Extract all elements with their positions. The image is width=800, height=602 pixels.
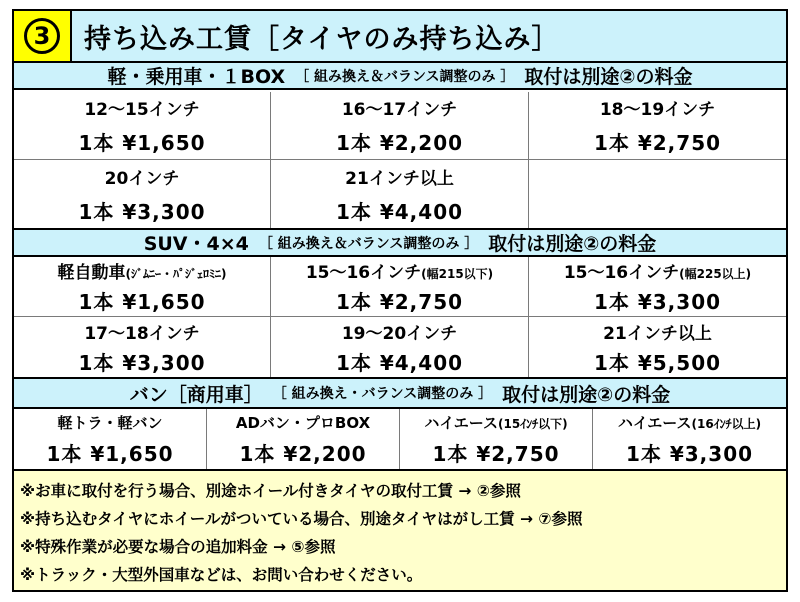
section-header-main: SUV・4×4 [143, 233, 249, 255]
price-table [12, 9, 788, 592]
price-cell [529, 257, 786, 317]
note-line: ※持ち込むタイヤにホイールがついている場合、別途タイヤはがし工賃 → ⑦参照 [20, 510, 583, 528]
price-cell [14, 317, 271, 377]
section-header-main: バン［商用車］ [129, 383, 263, 406]
note-line: ※トラック・大型外国車などは、お問い合わせください。 [20, 566, 423, 584]
price: 1本 ¥5,500 [593, 350, 722, 375]
tire-size: 12〜15インチ [84, 100, 200, 121]
price-cell [529, 317, 786, 377]
price: 1本 ¥3,300 [625, 441, 754, 466]
empty-cell [529, 160, 786, 228]
passenger-price-grid [14, 92, 786, 228]
price: 1本 ¥2,750 [432, 441, 560, 466]
title-row [14, 11, 786, 63]
section-header-sub: ［ 組み換え＆バランス調整のみ ］ [258, 235, 479, 252]
page-title: 持ち込み工賃［タイヤのみ持ち込み］ [72, 11, 786, 61]
van-price-grid [14, 409, 786, 469]
price-cell [14, 92, 271, 160]
price: 1本 ¥2,200 [239, 441, 367, 466]
section-header-main: 軽・乗用車・１BOX [107, 66, 286, 88]
note-line: ※お車に取付を行う場合、別途ホイール付きタイヤの取付工賃 → ②参照 [20, 482, 521, 500]
tire-size: 17〜18インチ [84, 323, 200, 344]
tire-size: 軽トラ・軽バン [57, 413, 163, 432]
price: 1本 ¥4,400 [335, 350, 464, 375]
price: 1本 ¥4,400 [335, 199, 464, 224]
price: 1本 ¥1,650 [46, 441, 174, 466]
price: 1本 ¥3,300 [593, 289, 722, 314]
section-header-sub: ［ 組み換え・バランス調整のみ ］ [272, 386, 493, 402]
tire-size: 18〜19インチ [599, 100, 716, 121]
tire-size: 15〜16インチ(幅215以下) [305, 263, 494, 284]
tire-size: ハイエース(16ｲﾝﾁ以上) [617, 413, 762, 432]
price: 1本 ¥2,750 [593, 130, 722, 155]
price-cell [14, 257, 271, 317]
price-cell [400, 409, 593, 469]
price-cell [207, 409, 400, 469]
section-header-passenger [14, 63, 786, 90]
suv-price-grid [14, 257, 786, 377]
tire-size: 19〜20インチ [341, 323, 458, 344]
section-header-sub: ［ 組み換え＆バランス調整のみ ］ [295, 68, 515, 85]
section-header-suv [14, 228, 786, 257]
section-header-van [14, 377, 786, 409]
price-cell [271, 160, 529, 228]
price: 1本 ¥2,200 [335, 130, 464, 155]
price-cell [14, 409, 207, 469]
section-header-tail: 取付は別途②の料金 [502, 383, 671, 406]
price-cell [271, 317, 529, 377]
tire-size: ハイエース(15ｲﾝﾁ以下) [424, 413, 568, 432]
tire-size: 16〜17インチ [341, 100, 458, 121]
note-line: ※特殊作業が必要な場合の追加料金 → ⑤参照 [20, 538, 336, 556]
section-number-box [14, 11, 72, 61]
price-cell [593, 409, 786, 469]
section-number: 3 [24, 18, 60, 54]
tire-size: 軽自動車(ｼﾞﾑﾆｰ・ﾊﾟｼﾞｪﾛﾐﾆ) [57, 263, 227, 284]
price: 1本 ¥2,750 [335, 289, 464, 314]
section-header-tail: 取付は別途②の料金 [524, 66, 693, 88]
price-cell [271, 92, 529, 160]
price-cell [271, 257, 529, 317]
tire-size: 20インチ [104, 168, 180, 189]
tire-size: ADバン・プロBOX [235, 413, 371, 432]
price-cell [14, 160, 271, 228]
price: 1本 ¥3,300 [78, 199, 206, 224]
price: 1本 ¥3,300 [78, 350, 206, 375]
price: 1本 ¥1,650 [78, 130, 206, 155]
tire-size: 15〜16インチ(幅225以上) [563, 263, 752, 284]
price-cell [529, 92, 786, 160]
section-header-tail: 取付は別途②の料金 [488, 233, 657, 255]
price: 1本 ¥1,650 [78, 289, 206, 314]
notes-box [14, 469, 786, 590]
tire-size: 21インチ以上 [603, 323, 712, 344]
tire-size: 21インチ以上 [345, 168, 454, 189]
